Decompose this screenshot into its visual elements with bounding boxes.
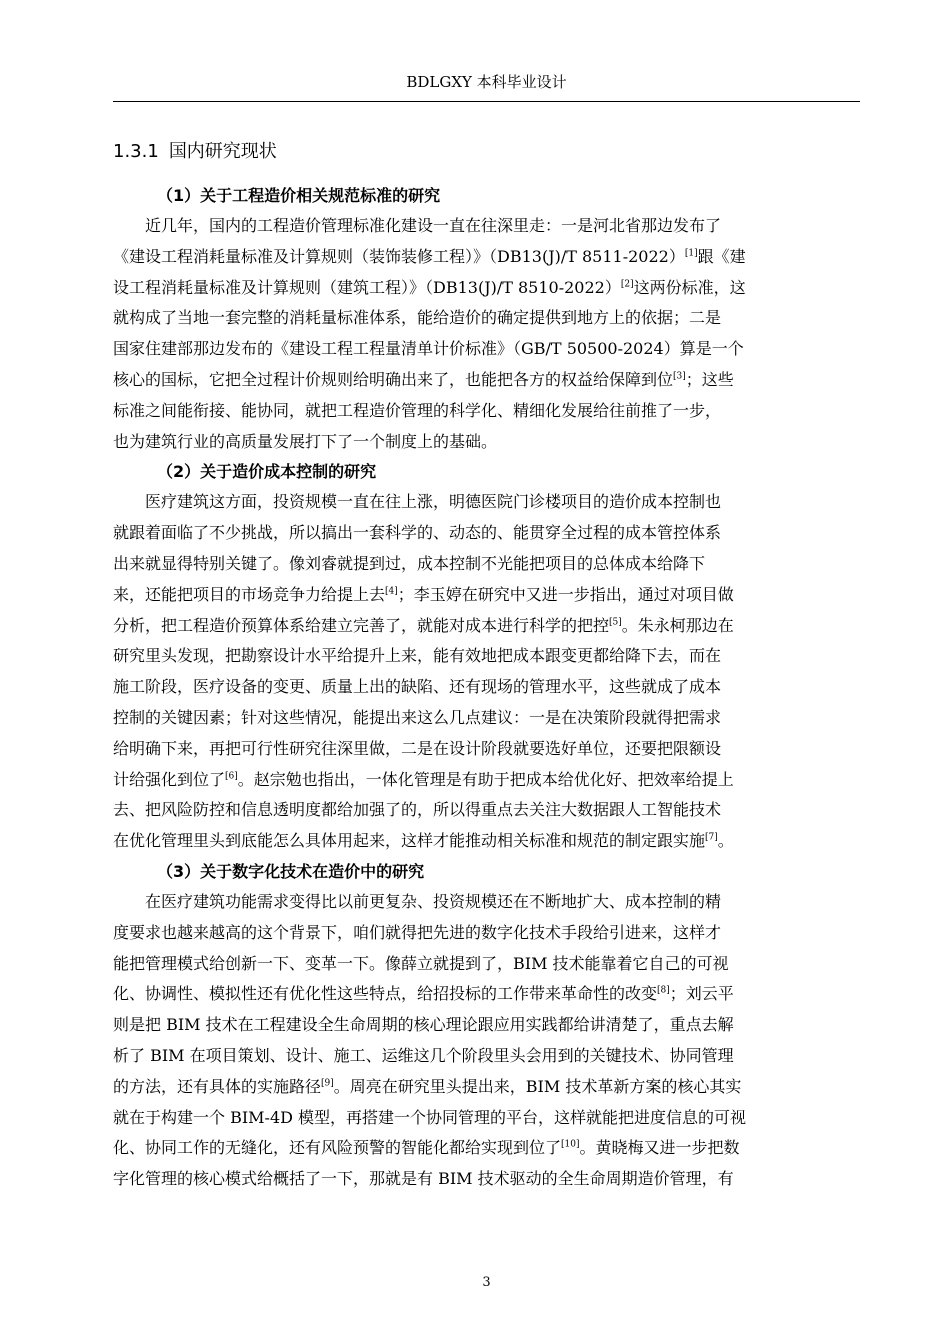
body-paragraph	[113, 211, 860, 457]
paragraph-line: 医疗建筑这方面，投资规模一直在往上涨，明德医院门诊楼项目的造价成本控制也	[145, 492, 722, 512]
citation-marker: [7]	[705, 832, 718, 843]
citation-marker: [2]	[620, 279, 634, 290]
paragraph-line: 去、把风险防控和信息透明度都给加强了的，所以得重点去关注大数据跟人工智能技术	[113, 800, 722, 820]
subsection-title: （3）关于数字化技术在造价中的研究	[157, 861, 425, 881]
subsections	[113, 181, 860, 1195]
paragraph-line: 化、协同工作的无缝化，还有风险预警的智能化都给实现到位了[10]。黄晓梅又进一步把数	[113, 1138, 740, 1158]
paragraph-line: 设工程消耗量标准及计算规则（建筑工程）》（DB13(J)/T 8510-2022）[2]这两份标准，这	[113, 277, 746, 297]
paragraph-line: 出来就显得特别关键了。像刘睿就提到过，成本控制不光能把项目的总体成本给降下	[113, 553, 706, 573]
header-rule	[113, 101, 860, 102]
paragraph-line: 字化管理的核心模式给概括了一下，那就是有 BIM 技术驱动的全生命周期造价管理，有	[113, 1169, 734, 1189]
paragraph-line: 分析，把工程造价预算体系给建立完善了，就能对成本进行科学的把控[5]。朱永柯那边在	[113, 615, 734, 635]
paragraph-line: 给明确下来，再把可行性研究往深里做，二是在设计阶段就要选好单位，还要把限额设	[113, 738, 722, 758]
paragraph-line: 则是把 BIM 技术在工程建设全生命周期的核心理论跟应用实践都给讲清楚了，重点去解	[113, 1015, 734, 1035]
paragraph-line: 控制的关键因素；针对这些情况，能提出来这么几点建议：一是在决策阶段就得把需求	[113, 707, 722, 727]
body-paragraph	[113, 487, 860, 857]
paragraph-line: 的方法，还有具体的实施路径[9]。周亮在研究里头提出来，BIM 技术革新方案的核心其实	[113, 1076, 742, 1096]
paragraph-line: 标准之间能衔接、能协同，就把工程造价管理的科学化、精细化发展给往前推了一步，	[113, 400, 722, 420]
paragraph-line: 在医疗建筑功能需求变得比以前更复杂、投资规模还在不断地扩大、成本控制的精	[145, 891, 722, 911]
section-title: 国内研究现状	[168, 141, 277, 162]
paragraph-line: 就在于构建一个 BIM-4D 模型，再搭建一个协同管理的平台，这样就能把进度信息的可视	[113, 1107, 747, 1127]
paragraph-line: 研究里头发现，把勘察设计水平给提升上来，能有效地把成本跟变更都给降下去，而在	[113, 646, 722, 666]
paragraph-line: 在优化管理里头到底能怎么具体用起来，这样才能推动相关标准和规范的制定跟实施[7]。	[113, 831, 734, 851]
paragraph-line: 就跟着面临了不少挑战，所以搞出一套科学的、动态的、能贯穿全过程的成本管控体系	[113, 523, 722, 543]
subsection-title: （2）关于造价成本控制的研究	[157, 462, 377, 482]
paragraph-line: 核心的国标，它把全过程计价规则给明确出来了，也能把各方的权益给保障到位[3]；这些	[113, 369, 734, 389]
citation-marker: [6]	[225, 771, 238, 782]
paragraph-line: 也为建筑行业的高质量发展打下了一个制度上的基础。	[113, 431, 498, 451]
running-header: BDLGXY 本科毕业设计	[406, 73, 567, 91]
paragraph-line: 施工阶段，医疗设备的变更、质量上出的缺陷、还有现场的管理水平，这些就成了成本	[113, 677, 722, 697]
section-number: 1.3.1	[113, 141, 159, 162]
citation-marker: [5]	[609, 617, 622, 628]
body-paragraph	[113, 887, 860, 1195]
citation-marker: [8]	[657, 986, 670, 996]
paragraph-line: 能把管理模式给创新一下、变革一下。像薛立就提到了，BIM 技术能靠着它自己的可视	[113, 953, 729, 973]
paragraph-line: 国家住建部那边发布的《建设工程工程量清单计价标准》（GB/T 50500-2024）算是一个	[113, 339, 744, 359]
page-content	[113, 139, 860, 1195]
paragraph-line: 计给强化到位了[6]。赵宗勉也指出，一体化管理是有助于把成本给优化好、把效率给提上	[113, 769, 734, 789]
citation-marker: [3]	[673, 371, 686, 382]
paragraph-line: 《建设工程消耗量标准及计算规则（装饰装修工程）》（DB13(J)/T 8511-2022）[1]跟《建	[113, 246, 746, 266]
paragraph-line: 就构成了当地一套完整的消耗量标准体系，能给造价的确定提供到地方上的依据；二是	[113, 308, 722, 328]
paragraph-line: 近几年，国内的工程造价管理标准化建设一直在往深里走：一是河北省那边发布了	[145, 216, 722, 235]
paragraph-line: 度要求也越来越高的这个背景下，咱们就得把先进的数字化技术手段给引进来，这样才	[113, 922, 722, 942]
paragraph-line: 来，还能把项目的市场竞争力给提上去[4]；李玉婷在研究中又进一步指出，通过对项目做	[113, 584, 734, 604]
paragraph-line: 化、协调性、模拟性还有优化性这些特点，给招投标的工作带来革命性的改变[8]；刘云平	[113, 984, 734, 1004]
citation-marker: [9]	[321, 1078, 334, 1089]
subsection-title: （1）关于工程造价相关规范标准的研究	[157, 186, 441, 205]
section-heading	[113, 139, 860, 165]
citation-marker: [10]	[561, 1139, 580, 1150]
citation-marker: [4]	[385, 586, 398, 597]
page-number: 3	[482, 1275, 491, 1290]
citation-marker: [1]	[684, 248, 698, 259]
paragraph-line: 析了 BIM 在项目策划、设计、施工、运维这几个阶段里头会用到的关键技术、协同管理	[113, 1045, 734, 1065]
